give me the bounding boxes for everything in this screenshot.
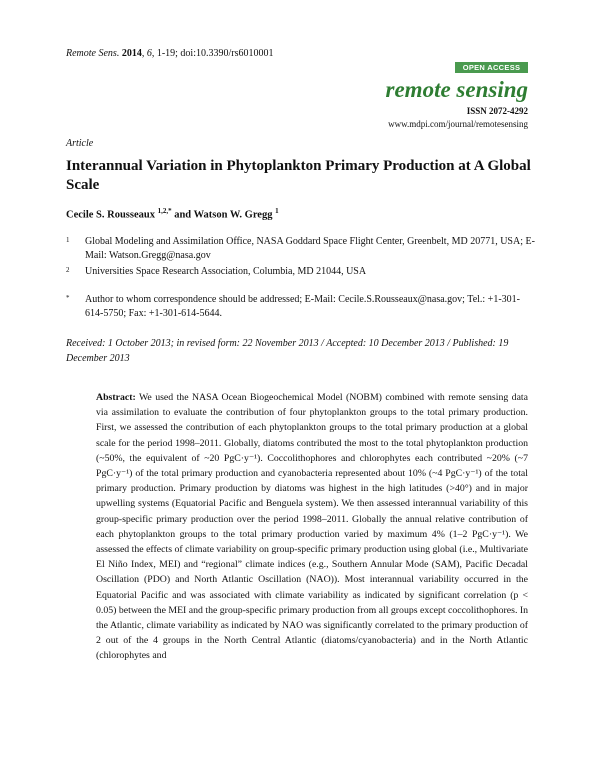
affiliation-1 [66, 235, 536, 263]
correspondence-mark: * [66, 294, 70, 302]
abstract-label: Abstract: [96, 392, 136, 403]
citation-rest: , 1-19; doi:10.3390/rs6010001 [151, 48, 274, 59]
abstract-text: We used the NASA Ocean Biogeochemical Model (NOBM) combined with remote sensing data via assimilation to evaluate the contribution of four phytoplankton groups to the total primary production. First, we assessed the contribution of each phytoplankton groups to the total primary production at a global scale for the period 1998–2011. Globally, diatoms contributed the most to the total phytoplankton production (~50%, the equivalent of ~20 PgC·y⁻¹). Coccolithophores and chlorophytes each contributed ~20% (~7 PgC·y⁻¹) of the total primary production and cyanobacteria represented about 10% (~4 PgC·y⁻¹) of the total primary production. Primary production by diatoms was highest in the high latitudes (>40°) and in major upwelling systems (Equatorial Pacific and Benguela system). We then assessed interannual variability of this group-specific primary production over the period 1998–2011. Globally the annual relative contribution of each phytoplankton groups to the total primary production varied by maximum 4% (1–2 PgC·y⁻¹). We assessed the effects of climate variability on group-specific primary production using global (i.e., Multivariate El Niño Index, MEI) and “regional” climate indices (e.g., Southern Annular Mode (SAM), Pacific Decadal Oscillation (PDO) and North Atlantic Oscillation (NAO)). Most interannual variability occurred in the Equatorial Pacific and was associated with climate variability as indicated by significant correlation (p < 0.05) between the MEI and the group-specific primary production from all groups except coccolithophores. In the Atlantic, climate variability as indicated by NAO was significantly correlated to the primary production of 2 out of the 4 groups in the North Central Atlantic (diatoms/cyanobacteria) and in the North Atlantic (chlorophytes and [96, 392, 528, 662]
publication-dates: Received: 1 October 2013; in revised form: 22 November 2013 / Accepted: 10 December 2013 / Published: 19 December 2013 [66, 338, 509, 364]
journal-logo-text: remote sensing [385, 77, 528, 102]
correspondence-text: Author to whom correspondence should be addressed; E-Mail: Cecile.S.Rousseaux@nasa.gov; Tel.: +1-301-614-5750; Fax: +1-301-614-5644. [85, 294, 520, 319]
citation-year: 2014 [121, 48, 142, 59]
affiliation-text: Universities Space Research Association, Columbia, MD 21044, USA [85, 266, 367, 277]
affiliation-text: Global Modeling and Assimilation Office, NASA Goddard Space Flight Center, Greenbelt, MD 20771, USA; E-Mail: Watson.Gregg@nasa.gov [85, 236, 535, 261]
affiliation-mark: 1 [66, 236, 70, 244]
author-affiliation-marks: 1 [275, 207, 279, 215]
citation-line: Remote Sens. 2014, 6, 1-19; doi:10.3390/rs6010001 [66, 48, 274, 59]
paper-title: Interannual Variation in Phytoplankton Primary Production at A Global Scale [66, 158, 531, 193]
author-joiner: and [171, 209, 194, 221]
open-access-badge: OPEN ACCESS [455, 62, 528, 73]
correspondence-note [66, 293, 536, 321]
affiliation-mark: 2 [66, 266, 70, 274]
journal-url[interactable]: www.mdpi.com/journal/remotesensing [388, 119, 528, 129]
citation-journal: Remote Sens. [66, 48, 120, 59]
author-list [66, 207, 279, 221]
author-affiliation-marks: 1,2,* [157, 207, 172, 215]
author-name: Watson W. Gregg [193, 209, 273, 221]
issn: ISSN 2072-4292 [466, 106, 528, 116]
citation-volume: 6 [146, 48, 152, 59]
affiliation-2 [66, 265, 536, 279]
article-type: Article [66, 138, 94, 149]
abstract [96, 390, 528, 780]
author-name: Cecile S. Rousseaux [66, 209, 155, 221]
